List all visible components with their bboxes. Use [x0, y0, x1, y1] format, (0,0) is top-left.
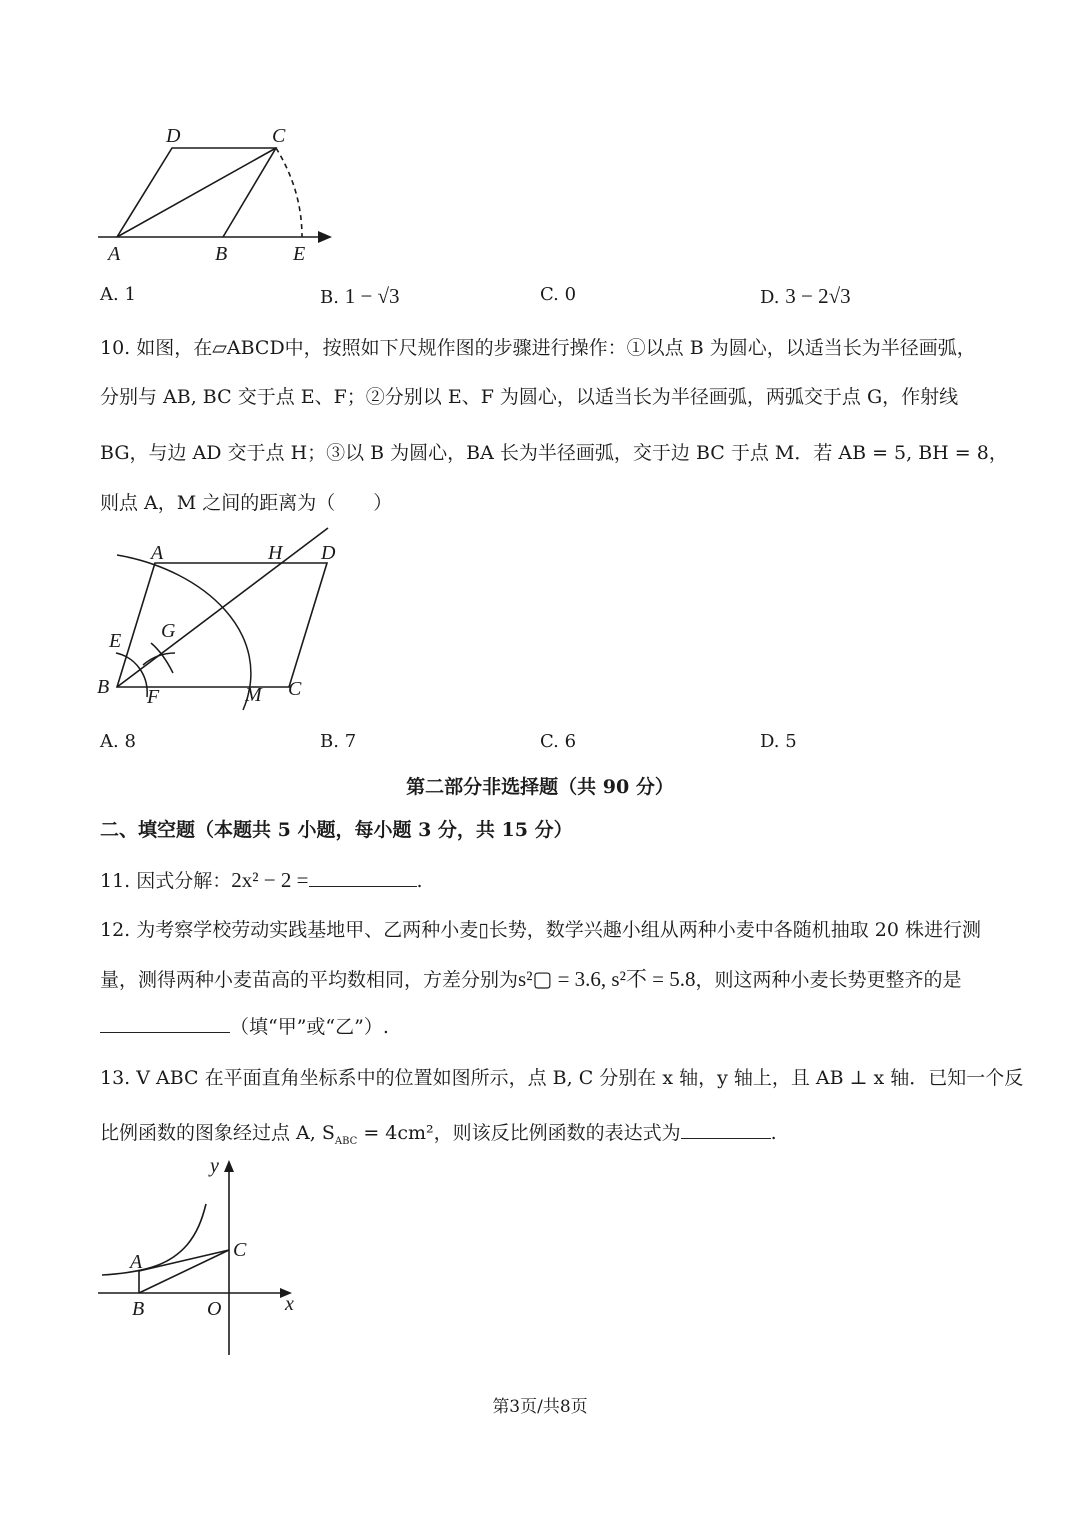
option-letter: A. [100, 731, 119, 752]
q13-label-x: x [285, 1293, 294, 1315]
option-value: 5 [785, 731, 797, 752]
q10-parallelogram [117, 563, 327, 687]
q12-line3-suffix: （填“甲”或“乙”）. [230, 1016, 389, 1038]
q13-line2-a: 比例函数的图象经过点 A, S [100, 1122, 335, 1144]
q9-option-b [320, 284, 400, 309]
q13-answer-blank[interactable] [681, 1120, 771, 1139]
part2-title: 第二部分非选择题（共 90 分） [406, 776, 674, 798]
q10-label-c: C [288, 678, 302, 700]
q13-triangle-subscript: ABC [334, 1135, 358, 1147]
q11-prefix: 11. 因式分解： [100, 870, 232, 892]
q10-label-h: H [268, 542, 283, 564]
q9-label-e: E [293, 243, 306, 265]
q10-line-1: 10. 如图，在▱ABCD中，按照如下尺规作图的步骤进行操作：①以点 B 为圆心，以适当长为半径画弧， [100, 337, 976, 359]
option-value: 0 [564, 284, 577, 305]
option-letter: C. [540, 731, 559, 752]
option-value: 8 [124, 731, 136, 752]
q9-dashed-arc [276, 148, 302, 237]
q10-label-g: G [161, 620, 176, 642]
q9-figure [90, 120, 350, 270]
q13-figure [92, 1150, 312, 1360]
q10-line-4: 则点 A，M 之间的距离为（ ） [100, 492, 393, 514]
q13-label-c: C [233, 1239, 247, 1261]
q9-diagonal-ac [117, 148, 276, 237]
q10-figure [95, 525, 355, 715]
option-letter: D. [760, 287, 780, 308]
q12-line-1: 12. 为考察学校劳动实践基地甲、乙两种小麦▯长势，数学兴趣小组从两种小麦中各随机抽取 20 株进行测 [100, 919, 981, 941]
option-value: 3 − 2√3 [785, 284, 851, 308]
q13-y-arrowhead [224, 1160, 234, 1172]
q10-label-f: F [147, 686, 160, 708]
q9-label-c: C [272, 125, 286, 147]
q13-hyperbola [102, 1204, 206, 1275]
q10-option-a [100, 731, 136, 752]
q12-variance-expr: s²▢ = 3.6, s²不 = 5.8 [518, 967, 696, 991]
q13-line2-b: = 4cm²，则该反比例函数的表达式为 [357, 1122, 681, 1144]
q13-label-y: y [210, 1155, 219, 1177]
q9-option-c [540, 284, 576, 305]
q13-label-b: B [132, 1298, 145, 1320]
option-letter: D. [760, 731, 780, 752]
q9-label-b: B [215, 243, 228, 265]
q12-line2-a: 量，测得两种小麦苗高的平均数相同，方差分别为 [100, 969, 519, 991]
q13-segment-ac [139, 1250, 229, 1271]
q9-option-d [760, 284, 851, 309]
q10-option-b [320, 731, 356, 752]
option-letter: B. [320, 731, 339, 752]
q10-label-b: B [97, 676, 110, 698]
q13-line-1: 13. V ABC 在平面直角坐标系中的位置如图所示，点 B, C 分别在 x 轴，y 轴上，且 AB ⊥ x 轴．已知一个反 [100, 1067, 1024, 1089]
q11-suffix: . [416, 870, 423, 892]
q10-label-a: A [151, 542, 164, 564]
q12-line-2 [100, 963, 962, 993]
page-number: 第3页/共8页 [492, 1397, 588, 1417]
q10-option-c [540, 731, 576, 752]
option-letter: B. [320, 287, 339, 308]
q11-answer-blank[interactable] [309, 868, 417, 887]
q13-line2-end: . [770, 1122, 777, 1144]
q10-label-m: M [245, 684, 262, 706]
option-value: 7 [344, 731, 357, 752]
q13-label-o: O [207, 1298, 222, 1320]
q9-arrowhead [318, 231, 332, 243]
q10-label-d: D [321, 542, 336, 564]
q12-line-3 [100, 1012, 389, 1039]
q12-answer-blank[interactable] [100, 1014, 230, 1033]
section2-title: 二、填空题（本题共 5 小题，每小题 3 分，共 15 分） [100, 819, 573, 841]
option-letter: A. [100, 284, 119, 305]
q13-line-2 [100, 1118, 777, 1147]
q10-line-2: 分别与 AB, BC 交于点 E、F；②分别以 E、F 为圆心，以适当长为半径画弧，两弧交于点 G，作射线 [100, 386, 959, 408]
option-letter: C. [540, 284, 559, 305]
q11-line [100, 866, 423, 893]
q10-option-d [760, 731, 797, 752]
q13-label-a: A [130, 1251, 143, 1273]
q12-line2-b: ，则这两种小麦长势更整齐的是 [695, 969, 962, 991]
option-value: 1 − √3 [344, 284, 400, 308]
q9-option-a [100, 284, 136, 305]
q9-label-d: D [166, 125, 181, 147]
q13-segment-bc [139, 1250, 229, 1293]
option-value: 6 [564, 731, 577, 752]
q10-line-3: BG，与边 AD 交于点 H；③以 B 为圆心，BA 长为半径画弧，交于边 BC 于点 M．若 AB = 5, BH = 8， [100, 442, 1008, 464]
option-value: 1 [124, 284, 136, 305]
q10-label-e: E [109, 630, 122, 652]
q11-expr: 2x² − 2 = [231, 868, 309, 892]
q9-label-a: A [108, 243, 121, 265]
